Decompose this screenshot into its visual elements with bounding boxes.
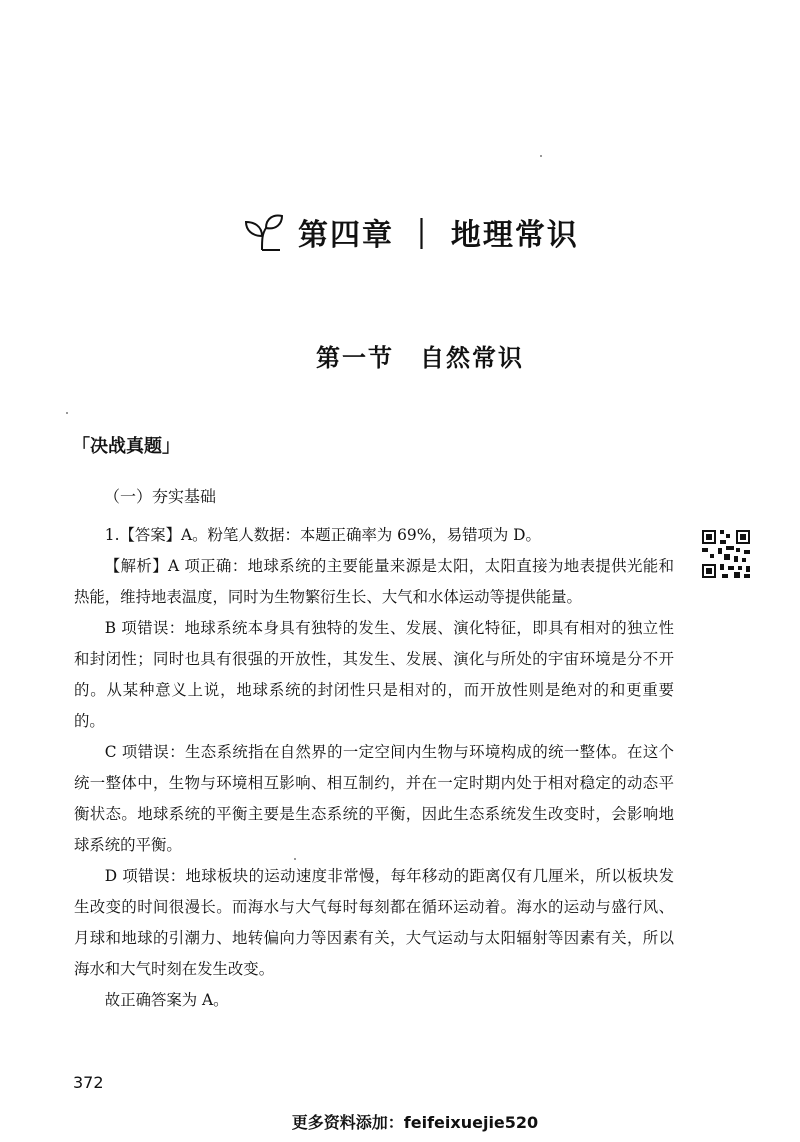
sub-label: （一）夯实基础 — [104, 487, 217, 506]
section-title: 第一节 自然常识 — [316, 344, 524, 372]
chapter-heading — [240, 210, 579, 254]
paragraph: 故正确答案为 A。 — [104, 991, 229, 1009]
paragraph: C 项错误：生态系统指在自然界的一定空间内生物与环境构成的统一整体。在这个统一整体中，生物与环境相互影响、相互制约，并在一定时期内处于相对稳定的动态平衡状态。地球系统的平衡主要是生态系统的平衡，因此生态系统发生改变时，会影响地球系统的平衡。 — [74, 743, 674, 854]
qr-code-icon — [700, 528, 752, 580]
sprout-icon — [240, 210, 288, 254]
paragraph: 【解析】A 项正确：地球系统的主要能量来源是太阳，太阳直接为地表提供光能和热能，维持地表温度，同时为生物繁衍生长、大气和水体运动等提供能量。 — [74, 557, 674, 606]
scan-speck — [66, 412, 68, 414]
page-number: 372 — [73, 1073, 104, 1092]
scan-speck — [540, 155, 542, 157]
footer-note: 更多资料添加：feifeixuejie520 — [291, 1113, 539, 1132]
paragraph: D 项错误：地球板块的运动速度非常慢，每年移动的距离仅有几厘米，所以板块发生改变的时间很漫长。而海水与大气每时每刻都在循环运动着。海水的运动与盛行风、月球和地球的引潮力、地转偏向力等因素有关，大气运动与太阳辐射等因素有关，所以海水和大气时刻在发生改变。 — [74, 867, 674, 978]
box-label: 「决战真题」 — [72, 436, 180, 457]
answer-body — [74, 520, 674, 1016]
chapter-title: 第四章 ｜ 地理常识 — [298, 218, 579, 253]
paragraph: B 项错误：地球系统本身具有独特的发生、发展、演化特征，即具有相对的独立性和封闭性；同时也具有很强的开放性，其发生、发展、演化与所处的宇宙环境是分不开的。从某种意义上说，地球系统的封闭性只是相对的，而开放性则是绝对的和更重要的。 — [74, 619, 674, 730]
scan-speck — [294, 858, 296, 860]
answer-line: 1.【答案】A。粉笔人数据：本题正确率为 69%，易错项为 D。 — [104, 526, 541, 544]
